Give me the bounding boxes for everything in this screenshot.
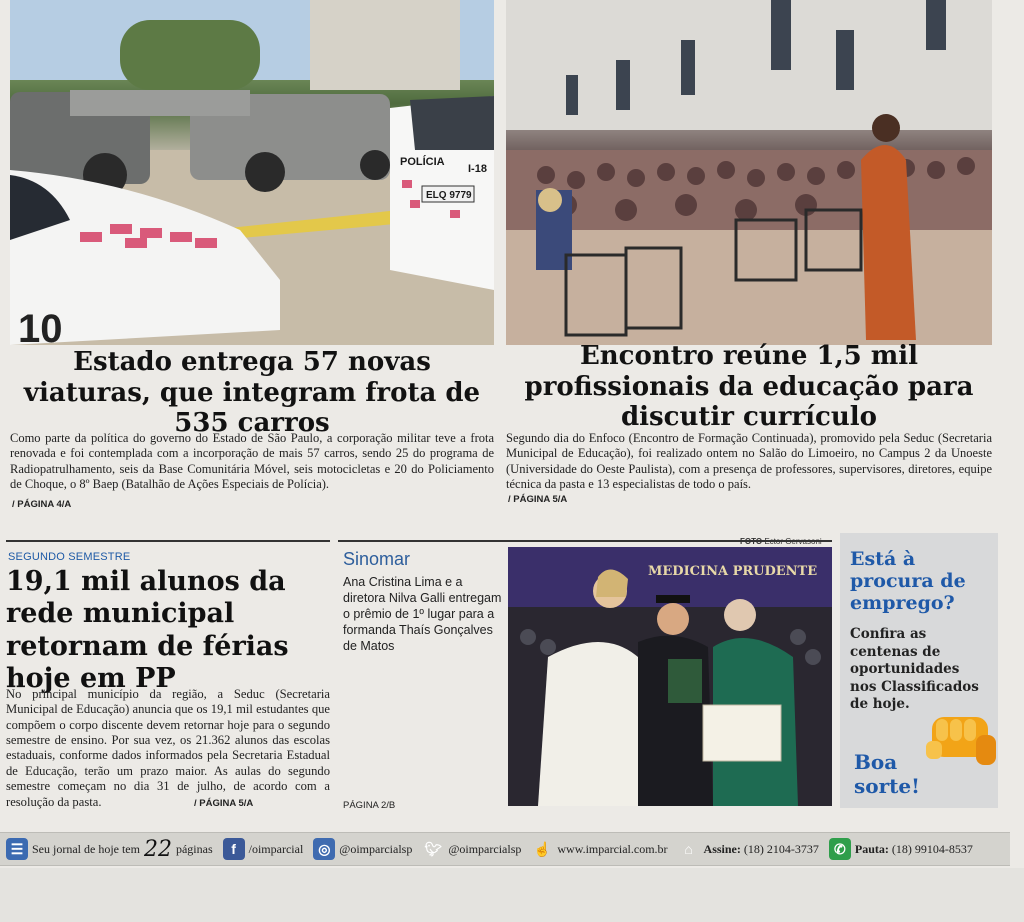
facebook-link[interactable] — [223, 838, 304, 860]
twitter-handle: @oimparcialsp — [448, 841, 522, 856]
police-story-headline[interactable]: Estado entrega 57 novas viaturas, que integram frota de 535 carros — [23, 347, 481, 439]
website-url: www.imparcial.com.br — [557, 841, 668, 856]
column-title[interactable]: Sinomar — [343, 549, 411, 569]
newspaper-icon: ☰ — [6, 838, 28, 860]
car-number: I-18 — [468, 163, 487, 175]
school-return-body: No principal município da região, a Seduc (Secretaria Municipal de Educação) anuncia que os 19,1 mil estudantes que compõem o corpo discente devem retornar hoje para o segundo semestre de ensino. Por sua vez, os 21.362 alunos das escolas estaduais, conforme dados informados pela Secretaria Estadual de Educação, terão um prazo maior. As aulas do segundo semestre começam no dia 31 de julho, de acordo com a resolução da pasta. — [6, 687, 330, 809]
instagram-handle: @oimparcialsp — [339, 841, 413, 856]
education-story-headline[interactable]: Encontro reúne 1,5 mil profissionais da educação para discutir currículo — [524, 341, 974, 433]
school-return-headline[interactable]: 19,1 mil alunos da rede municipal retornam de férias hoje em PP — [6, 566, 289, 695]
pages-suffix: páginas — [175, 841, 213, 856]
svg-text:10: 10 — [18, 307, 63, 345]
column-page-ref[interactable]: PÁGINA 2/B — [343, 800, 396, 811]
education-story-body: Segundo dia do Enfoco (Encontro de Formação Continuada), promovido pela Seduc (Secretaria Municipal de Educação), foi realizado ontem no Salão do Limoeiro, no Campus 2 da Unoeste (Universidade do Oeste Paulista), com a presença de professores, supervisores, diretores, equipe técnica da pasta e 13 especialistas de todo o país. — [506, 431, 992, 492]
jobs-ad[interactable] — [840, 533, 998, 808]
whatsapp-icon: ✆ — [829, 838, 851, 860]
school-return-page-ref[interactable]: / PÁGINA 5/A — [194, 798, 254, 809]
banner-text: MEDICINA PRUDENTE — [648, 564, 818, 579]
police-vehicles-photo — [10, 0, 494, 345]
education-event-illustration — [506, 0, 992, 345]
car-plate: ELQ 9779 — [426, 190, 472, 201]
fist-icon — [926, 711, 1000, 775]
police-vehicles-illustration — [10, 0, 494, 345]
agenda-label: Pauta: — [854, 841, 889, 856]
column-caption: Ana Cristina Lima e a diretora Nilva Galli entregam o prêmio de 1º lugar para a formanda Thaís Gonçalves de Matos — [343, 575, 502, 653]
agenda-phone: (18) 99104-8537 — [891, 841, 973, 856]
education-event-photo — [506, 0, 992, 345]
twitter-link[interactable] — [422, 838, 521, 860]
ad-body: Confira as centenas de oportunidades nos Classificados de hoje. — [850, 626, 979, 713]
photo-credit-label: FOTO — [740, 537, 763, 546]
ad-title: Está à procura de emprego? — [850, 548, 966, 615]
car-label: POLÍCIA — [400, 156, 445, 168]
instagram-link[interactable] — [313, 838, 412, 860]
graduation-photo — [508, 547, 832, 806]
pointer-hand-icon: ☝ — [533, 840, 552, 857]
pages-count: 22 — [143, 836, 172, 862]
instagram-icon: ◎ — [313, 838, 335, 860]
pages-info — [6, 837, 213, 862]
story-kicker: SEGUNDO SEMESTRE — [8, 551, 131, 563]
photo-credit-name: Ector Gervasoni — [764, 537, 822, 546]
house-icon: ⌂ — [684, 841, 693, 857]
police-story-page-ref[interactable]: / PÁGINA 4/A — [12, 499, 72, 510]
pages-prefix: Seu jornal de hoje tem — [32, 841, 140, 856]
footer-bar — [0, 832, 1010, 866]
subscribe-phone: (18) 2104-3737 — [743, 841, 819, 856]
photo-credit — [740, 537, 822, 546]
agenda-info[interactable] — [829, 838, 973, 860]
page-bottom-margin — [0, 868, 1024, 922]
subscribe-info[interactable] — [678, 838, 819, 860]
facebook-handle: /oimparcial — [248, 841, 304, 856]
website-link[interactable] — [531, 838, 667, 860]
police-story-body: Como parte da política do governo do Estado de São Paulo, a corporação militar teve a frota renovada e foi contemplada com a incorporação de mais 57 carros, sendo 25 do programa de Radiopatrulhamento, seis da Base Comunitária Móvel, seis motocicletas e 20 do Policiamento de Choque, o 8º Baep (Batalhão de Ações Especiais de Polícia). — [10, 431, 494, 492]
twitter-icon: 🐦︎ — [424, 840, 443, 857]
facebook-icon: f — [223, 838, 245, 860]
education-story-page-ref[interactable]: / PÁGINA 5/A — [508, 494, 568, 505]
graduation-illustration — [508, 547, 832, 806]
ad-good-luck: Boa sorte! — [854, 750, 920, 798]
subscribe-label: Assine: — [703, 841, 741, 856]
section-divider-left — [6, 540, 330, 542]
